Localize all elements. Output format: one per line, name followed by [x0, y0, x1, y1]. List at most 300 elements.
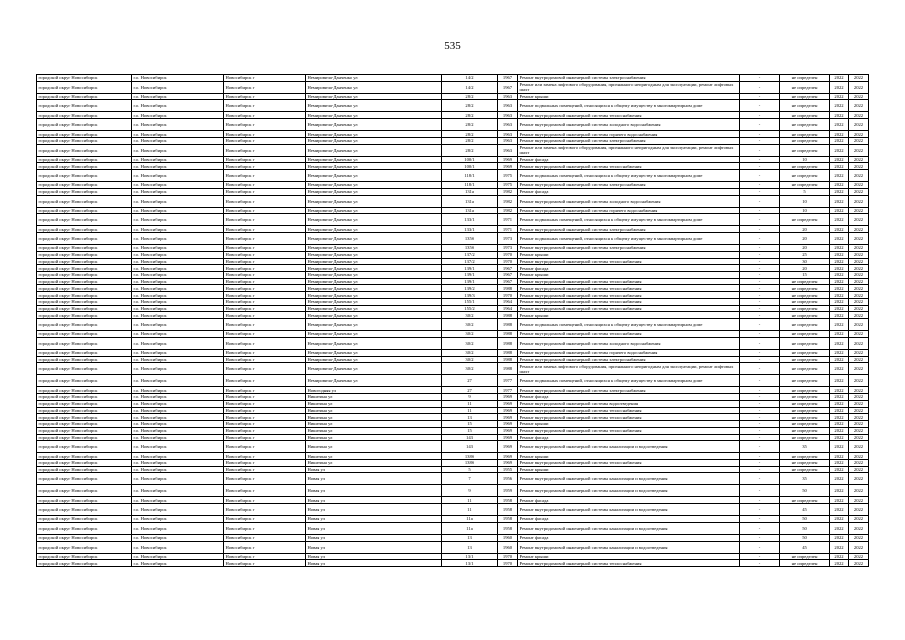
street-cell: Немировича-Данченко ул: [306, 298, 442, 305]
table-row: [37, 434, 869, 441]
work-type-cell: Ремонт подвальных помещений, относящихся к общему имуществу в многоквартирном доме: [518, 170, 740, 182]
cost-cell: не определен: [780, 182, 830, 189]
municipality-cell: г.о. Новосибирск: [132, 394, 224, 401]
work-type-cell: Ремонт подвальных помещений, относящихся к общему имуществу в многоквартирном доме: [518, 319, 740, 331]
work-type-cell: Ремонт подвальных помещений, относящихся к общему имуществу в многоквартирном доме: [518, 375, 740, 387]
street-cell: Новая ул: [306, 516, 442, 523]
municipal-district-cell: городской округ Новосибирск: [37, 421, 132, 428]
municipality-cell: г.о. Новосибирск: [132, 112, 224, 119]
municipal-district-cell: городской округ Новосибирск: [37, 265, 132, 272]
street-cell: Никитина ул: [306, 453, 442, 460]
municipality-cell: г.о. Новосибирск: [132, 441, 224, 453]
settlement-cell: Новосибирск г: [224, 459, 306, 466]
municipality-cell: г.о. Новосибирск: [132, 541, 224, 553]
municipality-cell: г.о. Новосибирск: [132, 233, 224, 245]
house-number-cell: 7: [442, 473, 498, 485]
settlement-cell: Новосибирск г: [224, 131, 306, 138]
table-row: [37, 144, 869, 156]
start-year-cell: 2022: [830, 553, 849, 560]
start-year-cell: 2022: [830, 407, 849, 414]
end-year-cell: 2022: [849, 459, 869, 466]
street-cell: Немировича-Данченко ул: [306, 245, 442, 252]
street-cell: Немировича-Данченко ул: [306, 195, 442, 207]
settlement-cell: Новосибирск г: [224, 305, 306, 312]
municipality-cell: г.о. Новосибирск: [132, 81, 224, 93]
street-cell: Новая ул: [306, 473, 442, 485]
build-year-cell: 1956: [498, 473, 518, 485]
settlement-cell: Новосибирск г: [224, 473, 306, 485]
dash-cell: -: [740, 441, 780, 453]
end-year-cell: 2022: [849, 434, 869, 441]
cost-cell: не определен: [780, 285, 830, 292]
start-year-cell: 2022: [830, 137, 849, 144]
work-type-cell: Ремонт или замена лифтового оборудования, признанного непригодным для эксплуатации, ремонт лифтовых шахт: [518, 144, 740, 156]
cost-cell: не определен: [780, 375, 830, 387]
start-year-cell: 2022: [830, 375, 849, 387]
build-year-cell: 1969: [498, 407, 518, 414]
table-row: [37, 459, 869, 466]
start-year-cell: 2022: [830, 312, 849, 319]
dash-cell: -: [740, 319, 780, 331]
dash-cell: -: [740, 144, 780, 156]
dash-cell: -: [740, 112, 780, 119]
municipality-cell: г.о. Новосибирск: [132, 516, 224, 523]
cost-cell: 30: [780, 258, 830, 265]
house-number-cell: 28/2: [442, 137, 498, 144]
street-cell: Новая ул: [306, 541, 442, 553]
municipal-district-cell: городской округ Новосибирск: [37, 553, 132, 560]
start-year-cell: 2022: [830, 245, 849, 252]
house-number-cell: 30/2: [442, 356, 498, 363]
end-year-cell: 2022: [849, 560, 869, 567]
street-cell: Немировича-Данченко ул: [306, 337, 442, 349]
dash-cell: -: [740, 560, 780, 567]
end-year-cell: 2022: [849, 251, 869, 258]
municipality-cell: г.о. Новосибирск: [132, 522, 224, 534]
build-year-cell: 1969: [498, 400, 518, 407]
table-row: [37, 251, 869, 258]
start-year-cell: 2022: [830, 207, 849, 214]
build-year-cell: 1970: [498, 251, 518, 258]
build-year-cell: 1982: [498, 195, 518, 207]
street-cell: Немировича-Данченко ул: [306, 272, 442, 279]
end-year-cell: 2022: [849, 170, 869, 182]
street-cell: Никитина ул: [306, 407, 442, 414]
house-number-cell: 139/2: [442, 285, 498, 292]
dash-cell: -: [740, 258, 780, 265]
cost-cell: не определен: [780, 560, 830, 567]
cost-cell: не определен: [780, 363, 830, 375]
dash-cell: -: [740, 421, 780, 428]
settlement-cell: Новосибирск г: [224, 226, 306, 233]
work-type-cell: Ремонт внутридомовой инженерной системы теплоснабжения: [518, 285, 740, 292]
start-year-cell: 2022: [830, 170, 849, 182]
dash-cell: -: [740, 278, 780, 285]
municipality-cell: г.о. Новосибирск: [132, 278, 224, 285]
start-year-cell: 2022: [830, 400, 849, 407]
municipal-district-cell: городской округ Новосибирск: [37, 163, 132, 170]
settlement-cell: Новосибирск г: [224, 553, 306, 560]
house-number-cell: 13/1: [442, 553, 498, 560]
work-type-cell: Ремонт крыши: [518, 251, 740, 258]
end-year-cell: 2022: [849, 394, 869, 401]
municipal-district-cell: городской округ Новосибирск: [37, 285, 132, 292]
municipal-district-cell: городской округ Новосибирск: [37, 214, 132, 226]
work-type-cell: Ремонт или замена лифтового оборудования, признанного непригодным для эксплуатации, ремонт лифтовых шахт: [518, 81, 740, 93]
street-cell: Немировича-Данченко ул: [306, 278, 442, 285]
municipality-cell: г.о. Новосибирск: [132, 188, 224, 195]
municipality-cell: г.о. Новосибирск: [132, 534, 224, 541]
settlement-cell: Новосибирск г: [224, 349, 306, 356]
build-year-cell: 1970: [498, 560, 518, 567]
dash-cell: -: [740, 131, 780, 138]
table-row: [37, 298, 869, 305]
build-year-cell: 1982: [498, 188, 518, 195]
start-year-cell: 2022: [830, 421, 849, 428]
work-type-cell: Ремонт внутридомовой инженерной системы канализации и водоотведения: [518, 541, 740, 553]
end-year-cell: 2022: [849, 258, 869, 265]
settlement-cell: Новосибирск г: [224, 265, 306, 272]
municipal-district-cell: городской округ Новосибирск: [37, 137, 132, 144]
table-row: [37, 407, 869, 414]
build-year-cell: 1969: [498, 163, 518, 170]
end-year-cell: 2022: [849, 553, 869, 560]
municipal-district-cell: городской округ Новосибирск: [37, 466, 132, 473]
municipality-cell: г.о. Новосибирск: [132, 163, 224, 170]
municipal-district-cell: городской округ Новосибирск: [37, 207, 132, 214]
settlement-cell: Новосибирск г: [224, 298, 306, 305]
end-year-cell: 2022: [849, 226, 869, 233]
build-year-cell: 1955: [498, 466, 518, 473]
dash-cell: -: [740, 312, 780, 319]
house-number-cell: 30/2: [442, 312, 498, 319]
municipality-cell: г.о. Новосибирск: [132, 453, 224, 460]
house-number-cell: 28/2: [442, 100, 498, 112]
cost-cell: не определен: [780, 421, 830, 428]
street-cell: Немировича-Данченко ул: [306, 292, 442, 299]
work-type-cell: Ремонт внутридомовой инженерной системы канализации и водоотведения: [518, 485, 740, 497]
municipality-cell: г.о. Новосибирск: [132, 207, 224, 214]
municipal-district-cell: городской округ Новосибирск: [37, 534, 132, 541]
settlement-cell: Новосибирск г: [224, 453, 306, 460]
cost-cell: не определен: [780, 453, 830, 460]
build-year-cell: 1973: [498, 245, 518, 252]
cost-cell: не определен: [780, 170, 830, 182]
table-row: [37, 312, 869, 319]
municipality-cell: г.о. Новосибирск: [132, 195, 224, 207]
build-year-cell: 1973: [498, 233, 518, 245]
work-type-cell: Ремонт фасада: [518, 534, 740, 541]
dash-cell: -: [740, 75, 780, 82]
municipal-district-cell: городской округ Новосибирск: [37, 170, 132, 182]
end-year-cell: 2022: [849, 195, 869, 207]
start-year-cell: 2022: [830, 560, 849, 567]
municipality-cell: г.о. Новосибирск: [132, 421, 224, 428]
dash-cell: -: [740, 553, 780, 560]
cost-cell: не определен: [780, 394, 830, 401]
build-year-cell: 1963: [498, 93, 518, 100]
municipal-district-cell: городской округ Новосибирск: [37, 356, 132, 363]
start-year-cell: 2022: [830, 251, 849, 258]
build-year-cell: 1967: [498, 265, 518, 272]
dash-cell: -: [740, 233, 780, 245]
dash-cell: -: [740, 226, 780, 233]
dash-cell: -: [740, 188, 780, 195]
capital-repair-register-table: [36, 74, 869, 567]
start-year-cell: 2022: [830, 453, 849, 460]
house-number-cell: 28/2: [442, 144, 498, 156]
municipal-district-cell: городской округ Новосибирск: [37, 375, 132, 387]
municipal-district-cell: городской округ Новосибирск: [37, 251, 132, 258]
build-year-cell: 1970: [498, 258, 518, 265]
street-cell: Немировича-Данченко ул: [306, 112, 442, 119]
dash-cell: -: [740, 516, 780, 523]
settlement-cell: Новосибирск г: [224, 292, 306, 299]
municipal-district-cell: городской округ Новосибирск: [37, 434, 132, 441]
work-type-cell: Ремонт фасада: [518, 394, 740, 401]
end-year-cell: 2022: [849, 349, 869, 356]
work-type-cell: Ремонт фасада: [518, 265, 740, 272]
table-row: [37, 466, 869, 473]
table-row: [37, 331, 869, 338]
street-cell: Никитина ул: [306, 427, 442, 434]
street-cell: Немировича-Данченко ул: [306, 285, 442, 292]
table-row: [37, 387, 869, 394]
street-cell: Немировича-Данченко ул: [306, 207, 442, 214]
settlement-cell: Новосибирск г: [224, 375, 306, 387]
settlement-cell: Новосибирск г: [224, 112, 306, 119]
work-type-cell: Ремонт внутридомовой инженерной системы теплоснабжения: [518, 459, 740, 466]
house-number-cell: 28/2: [442, 93, 498, 100]
dash-cell: -: [740, 434, 780, 441]
settlement-cell: Новосибирск г: [224, 407, 306, 414]
municipality-cell: г.о. Новосибирск: [132, 214, 224, 226]
settlement-cell: Новосибирск г: [224, 233, 306, 245]
settlement-cell: Новосибирск г: [224, 331, 306, 338]
build-year-cell: 1988: [498, 349, 518, 356]
cost-cell: 50: [780, 485, 830, 497]
settlement-cell: Новосибирск г: [224, 163, 306, 170]
house-number-cell: 139/3: [442, 292, 498, 299]
work-type-cell: Ремонт подвальных помещений, относящихся к общему имуществу в многоквартирном доме: [518, 233, 740, 245]
start-year-cell: 2022: [830, 319, 849, 331]
cost-cell: не определен: [780, 214, 830, 226]
build-year-cell: 1958: [498, 504, 518, 516]
municipal-district-cell: городской округ Новосибирск: [37, 312, 132, 319]
municipal-district-cell: городской округ Новосибирск: [37, 81, 132, 93]
work-type-cell: Ремонт фасада: [518, 156, 740, 163]
end-year-cell: 2022: [849, 466, 869, 473]
house-number-cell: 9: [442, 394, 498, 401]
end-year-cell: 2022: [849, 207, 869, 214]
municipality-cell: г.о. Новосибирск: [132, 387, 224, 394]
table-row: [37, 285, 869, 292]
municipality-cell: г.о. Новосибирск: [132, 265, 224, 272]
table-row: [37, 363, 869, 375]
street-cell: Немировича-Данченко ул: [306, 75, 442, 82]
street-cell: Немировича-Данченко ул: [306, 182, 442, 189]
settlement-cell: Новосибирск г: [224, 504, 306, 516]
cost-cell: 50: [780, 522, 830, 534]
street-cell: Никитина ул: [306, 400, 442, 407]
municipal-district-cell: городской округ Новосибирск: [37, 245, 132, 252]
settlement-cell: Новосибирск г: [224, 414, 306, 421]
cost-cell: 45: [780, 541, 830, 553]
street-cell: Никитина ул: [306, 421, 442, 428]
municipality-cell: г.о. Новосибирск: [132, 553, 224, 560]
municipality-cell: г.о. Новосибирск: [132, 298, 224, 305]
work-type-cell: Ремонт внутридомовой инженерной системы теплоснабжения: [518, 414, 740, 421]
cost-cell: не определен: [780, 137, 830, 144]
cost-cell: 20: [780, 245, 830, 252]
cost-cell: 45: [780, 504, 830, 516]
table-row: [37, 516, 869, 523]
dash-cell: -: [740, 349, 780, 356]
cost-cell: 35: [780, 441, 830, 453]
municipal-district-cell: городской округ Новосибирск: [37, 473, 132, 485]
street-cell: Новая ул: [306, 466, 442, 473]
start-year-cell: 2022: [830, 504, 849, 516]
end-year-cell: 2022: [849, 504, 869, 516]
build-year-cell: 1969: [498, 434, 518, 441]
table-row: [37, 93, 869, 100]
dash-cell: -: [740, 170, 780, 182]
table-row: [37, 541, 869, 553]
cost-cell: 10: [780, 195, 830, 207]
start-year-cell: 2022: [830, 434, 849, 441]
end-year-cell: 2022: [849, 541, 869, 553]
table-row: [37, 356, 869, 363]
dash-cell: -: [740, 331, 780, 338]
cost-cell: не определен: [780, 400, 830, 407]
cost-cell: не определен: [780, 331, 830, 338]
municipality-cell: г.о. Новосибирск: [132, 156, 224, 163]
start-year-cell: 2022: [830, 278, 849, 285]
table-row: [37, 188, 869, 195]
build-year-cell: 1988: [498, 319, 518, 331]
municipal-district-cell: городской округ Новосибирск: [37, 112, 132, 119]
start-year-cell: 2022: [830, 349, 849, 356]
house-number-cell: 131а: [442, 188, 498, 195]
build-year-cell: 1964: [498, 298, 518, 305]
settlement-cell: Новосибирск г: [224, 258, 306, 265]
build-year-cell: 1969: [498, 453, 518, 460]
build-year-cell: 1963: [498, 137, 518, 144]
house-number-cell: 13/1: [442, 560, 498, 567]
cost-cell: 20: [780, 265, 830, 272]
work-type-cell: Ремонт внутридомовой инженерной системы электроснабжения: [518, 387, 740, 394]
cost-cell: не определен: [780, 292, 830, 299]
end-year-cell: 2022: [849, 473, 869, 485]
street-cell: Новая ул: [306, 534, 442, 541]
table-row: [37, 258, 869, 265]
work-type-cell: Ремонт крыши: [518, 466, 740, 473]
house-number-cell: 14/2: [442, 81, 498, 93]
work-type-cell: Ремонт внутридомовой инженерной системы горячего водоснабжения: [518, 349, 740, 356]
build-year-cell: 1967: [498, 272, 518, 279]
table-row: [37, 163, 869, 170]
settlement-cell: Новосибирск г: [224, 400, 306, 407]
end-year-cell: 2022: [849, 233, 869, 245]
municipality-cell: г.о. Новосибирск: [132, 434, 224, 441]
dash-cell: -: [740, 363, 780, 375]
work-type-cell: Ремонт внутридомовой инженерной системы теплоснабжения: [518, 560, 740, 567]
municipal-district-cell: городской округ Новосибирск: [37, 349, 132, 356]
table-row: [37, 75, 869, 82]
cost-cell: 15: [780, 272, 830, 279]
municipal-district-cell: городской округ Новосибирск: [37, 156, 132, 163]
build-year-cell: 1970: [498, 292, 518, 299]
dash-cell: -: [740, 453, 780, 460]
end-year-cell: 2022: [849, 265, 869, 272]
table-row: [37, 195, 869, 207]
house-number-cell: 28/2: [442, 112, 498, 119]
municipal-district-cell: городской округ Новосибирск: [37, 319, 132, 331]
municipal-district-cell: городской округ Новосибирск: [37, 337, 132, 349]
settlement-cell: Новосибирск г: [224, 363, 306, 375]
municipal-district-cell: городской округ Новосибирск: [37, 331, 132, 338]
work-type-cell: Ремонт внутридомовой инженерной системы горячего водоснабжения: [518, 207, 740, 214]
work-type-cell: Ремонт внутридомовой инженерной системы холодного водоснабжения: [518, 119, 740, 131]
work-type-cell: Ремонт фасада: [518, 434, 740, 441]
dash-cell: -: [740, 119, 780, 131]
end-year-cell: 2022: [849, 188, 869, 195]
house-number-cell: 11: [442, 400, 498, 407]
dash-cell: -: [740, 292, 780, 299]
street-cell: Немировича-Данченко ул: [306, 214, 442, 226]
municipality-cell: г.о. Новосибирск: [132, 349, 224, 356]
start-year-cell: 2022: [830, 427, 849, 434]
municipality-cell: г.о. Новосибирск: [132, 285, 224, 292]
build-year-cell: 1971: [498, 214, 518, 226]
municipal-district-cell: городской округ Новосибирск: [37, 119, 132, 131]
cost-cell: не определен: [780, 349, 830, 356]
work-type-cell: Ремонт внутридомовой инженерной системы электроснабжения: [518, 137, 740, 144]
street-cell: Немировича-Данченко ул: [306, 137, 442, 144]
table-row: [37, 319, 869, 331]
house-number-cell: 13: [442, 541, 498, 553]
table-row: [37, 522, 869, 534]
dash-cell: -: [740, 375, 780, 387]
settlement-cell: Новосибирск г: [224, 195, 306, 207]
table-row: [37, 485, 869, 497]
build-year-cell: 1964: [498, 305, 518, 312]
settlement-cell: Новосибирск г: [224, 182, 306, 189]
house-number-cell: 143: [442, 441, 498, 453]
end-year-cell: 2022: [849, 137, 869, 144]
work-type-cell: Ремонт внутридомовой инженерной системы электроснабжения: [518, 75, 740, 82]
settlement-cell: Новосибирск г: [224, 485, 306, 497]
start-year-cell: 2022: [830, 541, 849, 553]
municipal-district-cell: городской округ Новосибирск: [37, 93, 132, 100]
municipal-district-cell: городской округ Новосибирск: [37, 363, 132, 375]
work-type-cell: Ремонт внутридомовой инженерной системы канализации и водоотведения: [518, 473, 740, 485]
table-row: [37, 265, 869, 272]
cost-cell: не определен: [780, 278, 830, 285]
work-type-cell: Ремонт крыши: [518, 553, 740, 560]
table-row: [37, 245, 869, 252]
dash-cell: -: [740, 100, 780, 112]
street-cell: Новая ул: [306, 504, 442, 516]
start-year-cell: 2022: [830, 298, 849, 305]
start-year-cell: 2022: [830, 156, 849, 163]
street-cell: Никитина ул: [306, 459, 442, 466]
settlement-cell: Новосибирск г: [224, 214, 306, 226]
municipality-cell: г.о. Новосибирск: [132, 144, 224, 156]
municipal-district-cell: городской округ Новосибирск: [37, 233, 132, 245]
build-year-cell: 1963: [498, 131, 518, 138]
start-year-cell: 2022: [830, 459, 849, 466]
